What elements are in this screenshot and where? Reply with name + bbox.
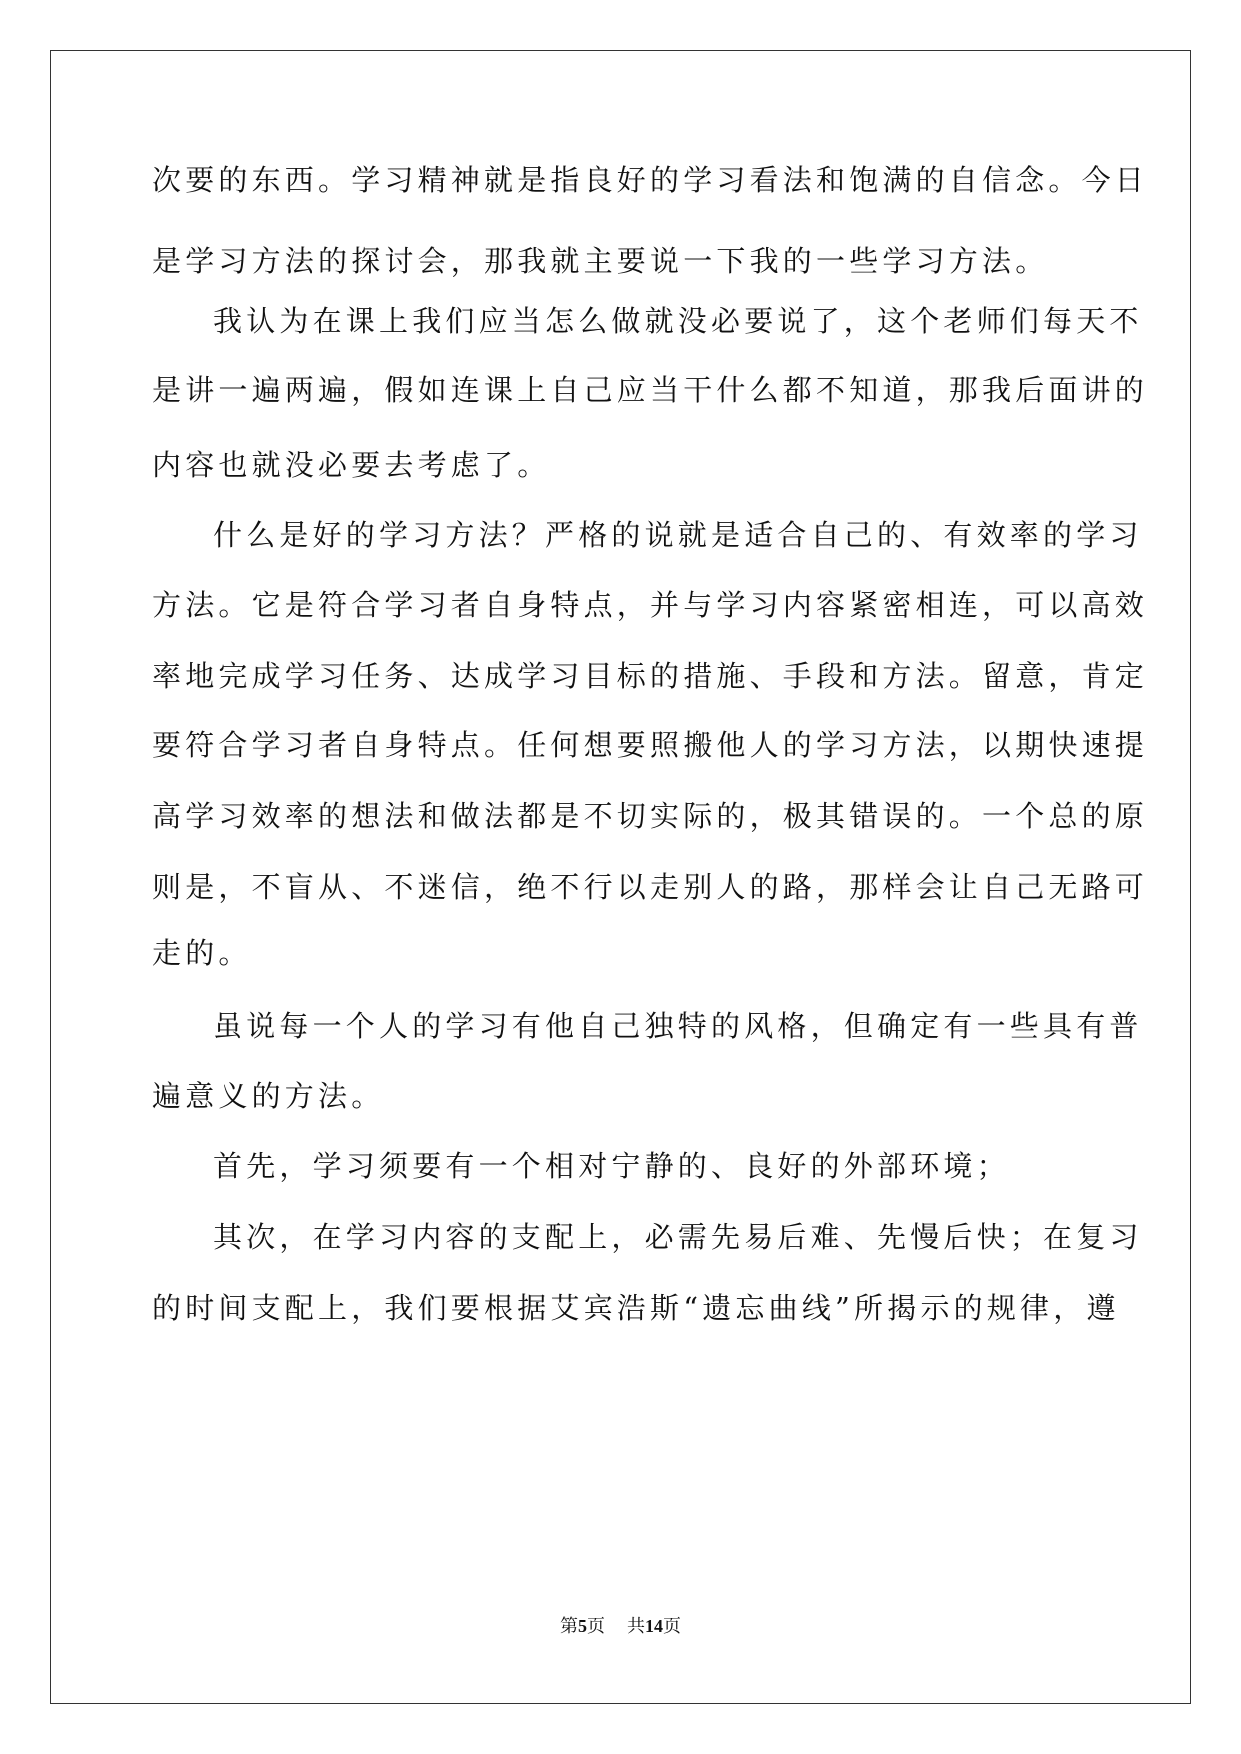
text-line: 要符合学习者自身特点。任何想要照搬他人的学习方法，以期快速提 (152, 728, 1149, 762)
text-line: 是讲一遍两遍，假如连课上自己应当干什么都不知道，那我后面讲的 (152, 373, 1149, 407)
text-line: 则是，不盲从、不迷信，绝不行以走别人的路，那样会让自己无路可 (152, 870, 1149, 904)
paragraph-first-line: 虽说每一个人的学习有他自己独特的风格，但确定有一些具有普 (213, 1009, 1143, 1043)
text-line: 的时间支配上，我们要根据艾宾浩斯“遗忘曲线”所揭示的规律，遵 (152, 1291, 1120, 1325)
page-number: 5 (578, 1616, 587, 1636)
total-pages: 14 (645, 1616, 663, 1636)
paragraph-first-line: 首先，学习须要有一个相对宁静的、良好的外部环境； (213, 1149, 1010, 1183)
paragraph-first-line: 什么是好的学习方法？严格的说就是适合自己的、有效率的学习 (213, 518, 1143, 552)
text-line: 内容也就没必要去考虑了。 (152, 448, 551, 482)
paragraph-first-line: 我认为在课上我们应当怎么做就没必要说了，这个老师们每天不 (213, 304, 1143, 338)
total-suffix: 页 (663, 1616, 681, 1636)
page-footer (0, 1614, 1241, 1638)
page-prefix: 第 (560, 1616, 578, 1636)
text-line: 次要的东西。学习精神就是指良好的学习看法和饱满的自信念。今日 (152, 163, 1149, 197)
page-suffix: 页 (587, 1616, 605, 1636)
text-line: 率地完成学习任务、达成学习目标的措施、手段和方法。留意，肯定 (152, 659, 1149, 693)
text-line: 方法。它是符合学习者自身特点，并与学习内容紧密相连，可以高效 (152, 588, 1149, 622)
text-line: 是学习方法的探讨会，那我就主要说一下我的一些学习方法。 (152, 244, 1049, 278)
text-line: 高学习效率的想法和做法都是不切实际的，极其错误的。一个总的原 (152, 799, 1149, 833)
text-line: 遍意义的方法。 (152, 1079, 385, 1113)
paragraph-first-line: 其次，在学习内容的支配上，必需先易后难、先慢后快；在复习 (213, 1220, 1143, 1254)
total-prefix: 共 (627, 1616, 645, 1636)
text-line: 走的。 (152, 936, 252, 970)
